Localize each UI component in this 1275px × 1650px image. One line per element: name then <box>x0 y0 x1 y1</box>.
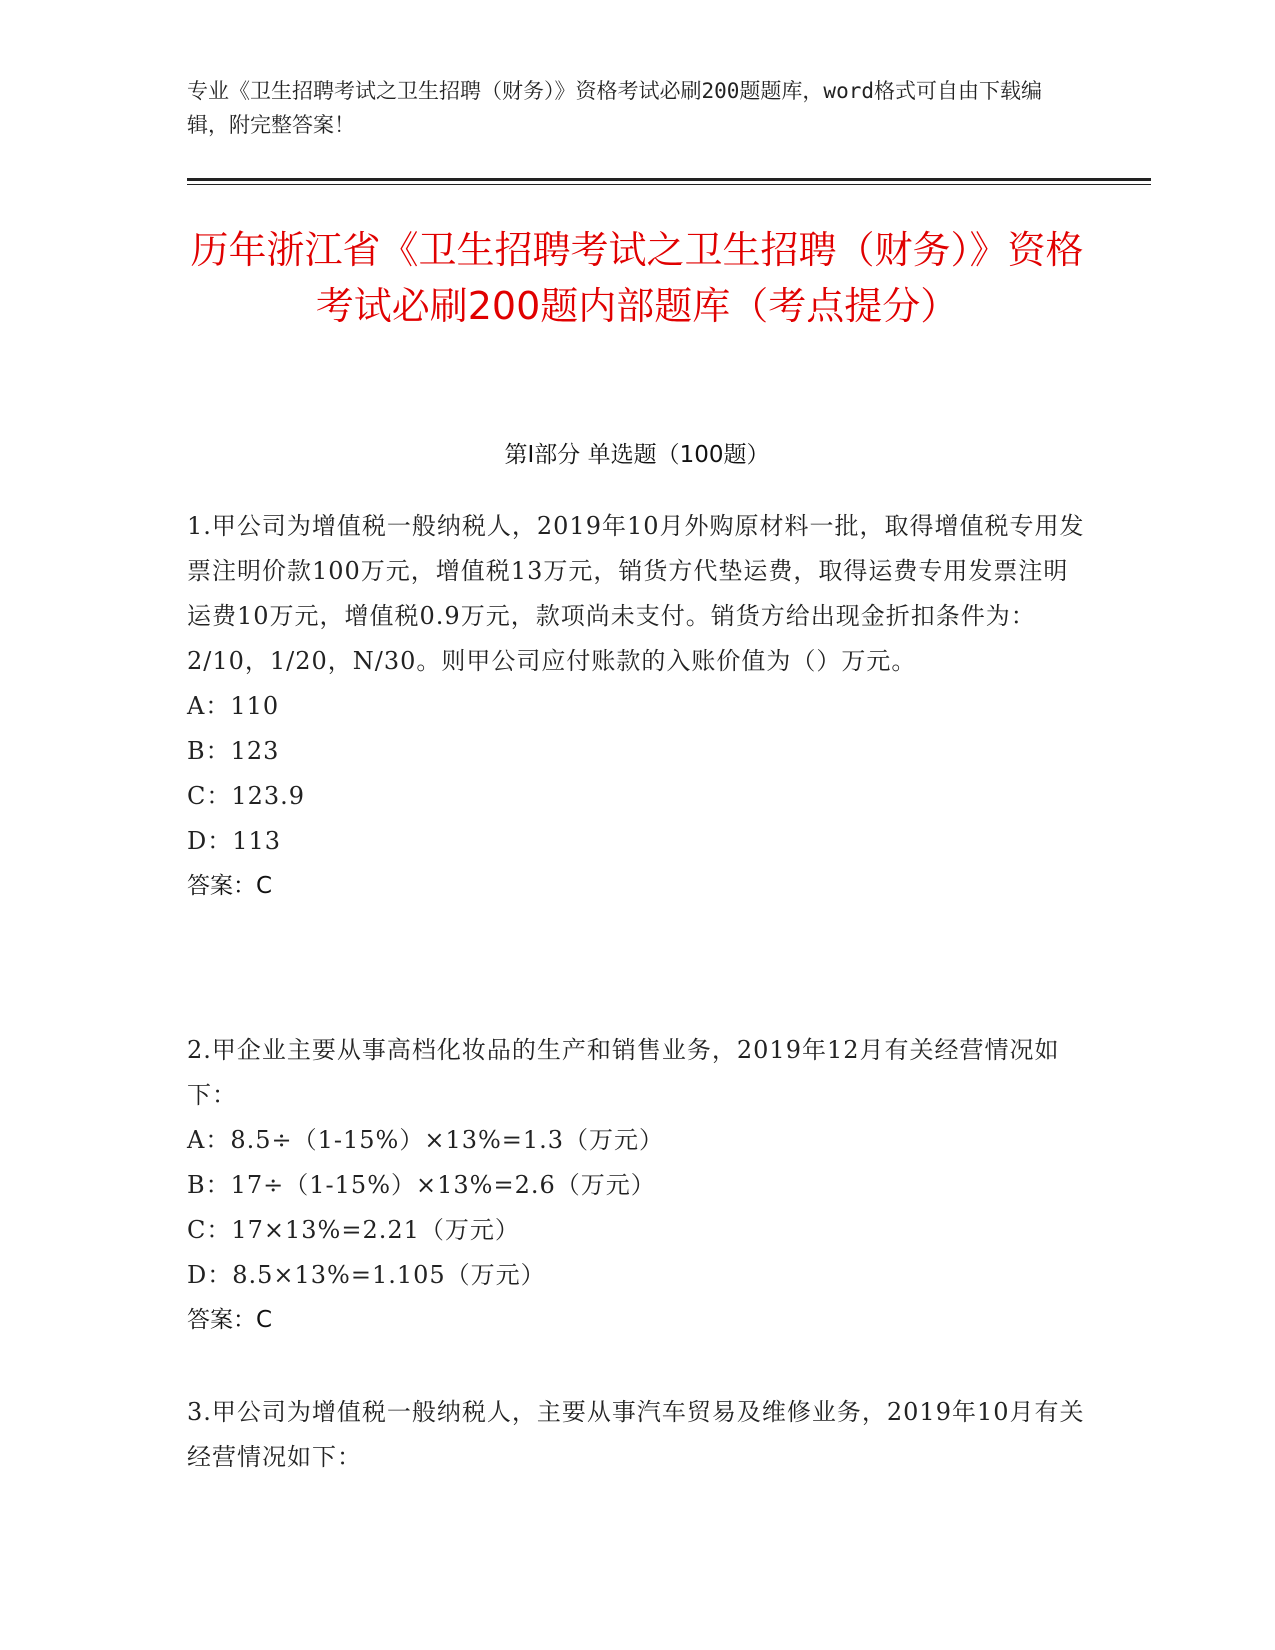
question-1 <box>187 504 1087 909</box>
section-heading: 第Ⅰ部分 单选题（100题） <box>504 442 770 468</box>
question-stem: 3.甲公司为增值税一般纳税人，主要从事汽车贸易及维修业务，2019年10月有关经营情况如下： <box>187 1398 1085 1471</box>
header-note: 专业《卫生招聘考试之卫生招聘（财务）》资格考试必刷200题题库，word格式可自由下载编辑，附完整答案！ <box>187 79 1042 137</box>
question-stem: 2.甲企业主要从事高档化妆品的生产和销售业务，2019年12月有关经营情况如下： <box>187 1036 1060 1109</box>
answer-label: 答案：C <box>187 1307 273 1333</box>
header-divider-thick <box>187 178 1151 181</box>
option-b: B：123 <box>187 737 280 765</box>
question-2 <box>187 1028 1087 1343</box>
option-b: B：17÷（1-15%）×13%=2.6（万元） <box>187 1171 656 1199</box>
question-3 <box>187 1390 1087 1480</box>
option-a: A：110 <box>187 692 280 720</box>
option-d: D：8.5×13%=1.105（万元） <box>187 1261 546 1289</box>
option-c: C：123.9 <box>187 782 306 810</box>
answer-label: 答案：C <box>187 873 273 899</box>
document-title: 历年浙江省《卫生招聘考试之卫生招聘（财务）》资格考试必刷200题内部题库（考点提分） <box>190 228 1084 328</box>
option-d: D：113 <box>187 827 282 855</box>
header-divider-thin <box>187 184 1151 185</box>
option-c: C：17×13%=2.21（万元） <box>187 1216 520 1244</box>
option-a: A：8.5÷（1-15%）×13%=1.3（万元） <box>187 1126 665 1154</box>
question-stem: 1.甲公司为增值税一般纳税人，2019年10月外购原材料一批，取得增值税专用发票注明价款100万元，增值税13万元，销货方代垫运费，取得运费专用发票注明运费10万元，增值税0.9万元，款项尚未支付。销货方给出现金折扣条件为：2/10，1/20，N/30。则甲公司应付账款的入账价值为（）万元。 <box>187 512 1085 675</box>
